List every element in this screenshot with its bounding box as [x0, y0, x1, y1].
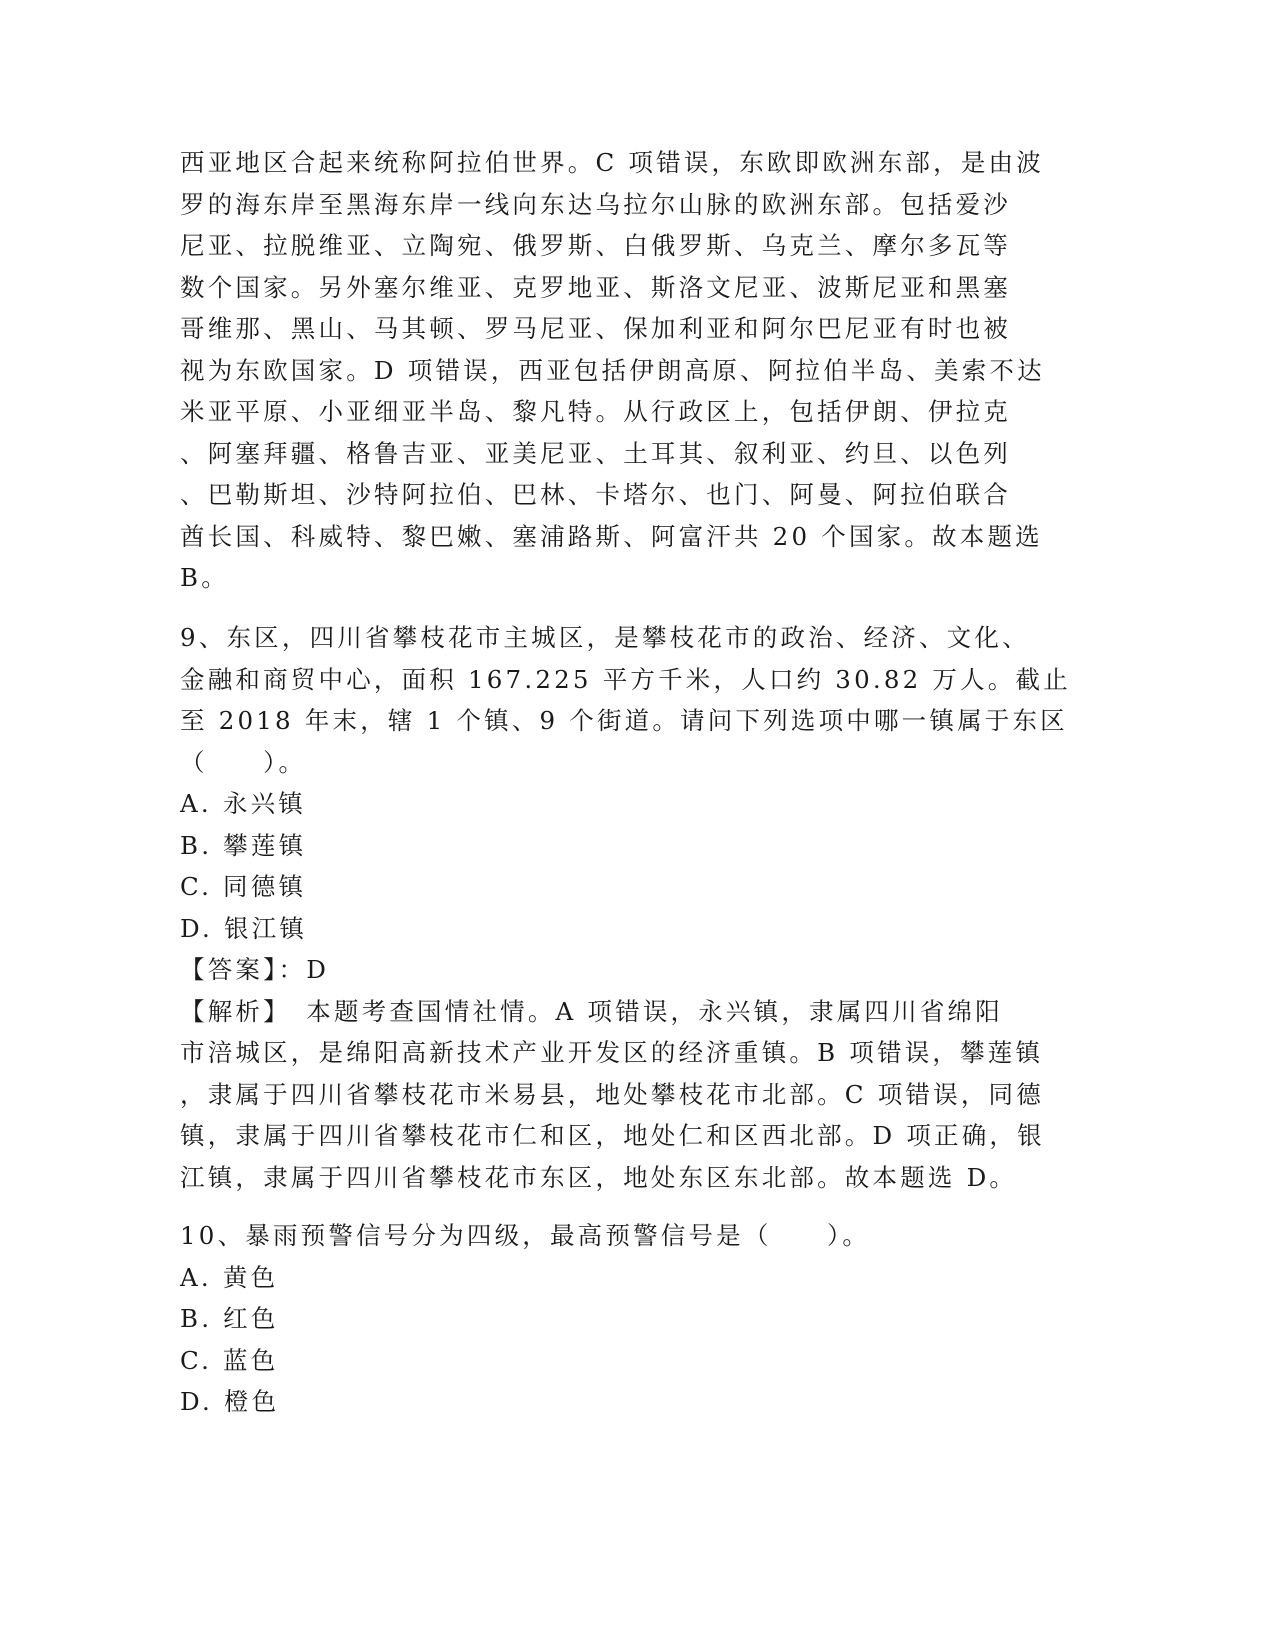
explanation-line: 镇，隶属于四川省攀枝花市仁和区，地处仁和区西北部。D 项正确，银 [180, 1121, 1045, 1150]
option-b: B. 红色 [180, 1304, 279, 1333]
explanation-line: 【解析】 本题考查国情社情。A 项错误，永兴镇，隶属四川省绵阳 [180, 996, 1003, 1026]
text-line: 米亚平原、小亚细亚半岛、黎凡特。从行政区上，包括伊朗、伊拉克 [180, 397, 1011, 426]
option-b: B. 攀莲镇 [180, 830, 307, 860]
text-line: B。 [180, 563, 229, 592]
option-c: C. 同德镇 [180, 872, 307, 901]
text-line: 尼亚、拉脱维亚、立陶宛、俄罗斯、白俄罗斯、乌克兰、摩尔多瓦等 [180, 231, 1011, 260]
text-line: 、阿塞拜疆、格鲁吉亚、亚美尼亚、土耳其、叙利亚、约旦、以色列 [180, 438, 1011, 468]
text-line: 数个国家。另外塞尔维亚、克罗地亚、斯洛文尼亚、波斯尼亚和黑塞 [180, 272, 1011, 302]
q8-explanation-continued [180, 142, 1060, 599]
answer-line: 【答案】：D [180, 955, 330, 984]
option-a: A. 黄色 [180, 1262, 279, 1292]
text-line: 西亚地区合起来统称阿拉伯世界。C 项错误，东欧即欧洲东部，是由波 [180, 148, 1044, 177]
text-line: 酋长国、科威特、黎巴嫩、塞浦路斯、阿富汗共 20 个国家。故本题选 [180, 521, 1043, 551]
question-stem-line: 9、东区，四川省攀枝花市主城区，是攀枝花市的政治、经济、文化、 [180, 623, 1030, 652]
text-line: 罗的海东岸至黑海东岸一线向东达乌拉尔山脉的欧洲东部。包括爱沙 [180, 189, 1011, 219]
text-line: 视为东欧国家。D 项错误，西亚包括伊朗高原、阿拉伯半岛、美索不达 [180, 355, 1045, 385]
question-stem-line: 10、暴雨预警信号分为四级，最高预警信号是（ ）。 [180, 1221, 871, 1250]
text-line: 哥维那、黑山、马其顿、罗马尼亚、保加利亚和阿尔巴尼亚有时也被 [180, 314, 1011, 343]
explanation-line: ，隶属于四川省攀枝花市米易县，地处攀枝花市北部。C 项错误，同德 [180, 1079, 1044, 1109]
explanation-line: 江镇，隶属于四川省攀枝花市东区，地处东区东北部。故本题选 D。 [180, 1162, 1018, 1192]
option-d: D. 橙色 [180, 1387, 280, 1416]
question-stem-line: 至 2018 年末，辖 1 个镇、9 个街道。请问下列选项中哪一镇属于东区 [180, 706, 1068, 735]
option-c: C. 蓝色 [180, 1345, 279, 1375]
question-stem-line: 金融和商贸中心，面积 167.225 平方千米，人口约 30.82 万人。截止 [180, 664, 1071, 694]
text-line: 、巴勒斯坦、沙特阿拉伯、巴林、卡塔尔、也门、阿曼、阿拉伯联合 [180, 480, 1011, 509]
question-10 [180, 1215, 1060, 1423]
explanation-line: 市涪城区，是绵阳高新技术产业开发区的经济重镇。B 项错误，攀莲镇 [180, 1038, 1044, 1067]
option-a: A. 永兴镇 [180, 789, 306, 818]
question-9 [180, 617, 1071, 1198]
option-d: D. 银江镇 [180, 913, 308, 943]
question-stem-line: （ ）。 [180, 747, 307, 777]
